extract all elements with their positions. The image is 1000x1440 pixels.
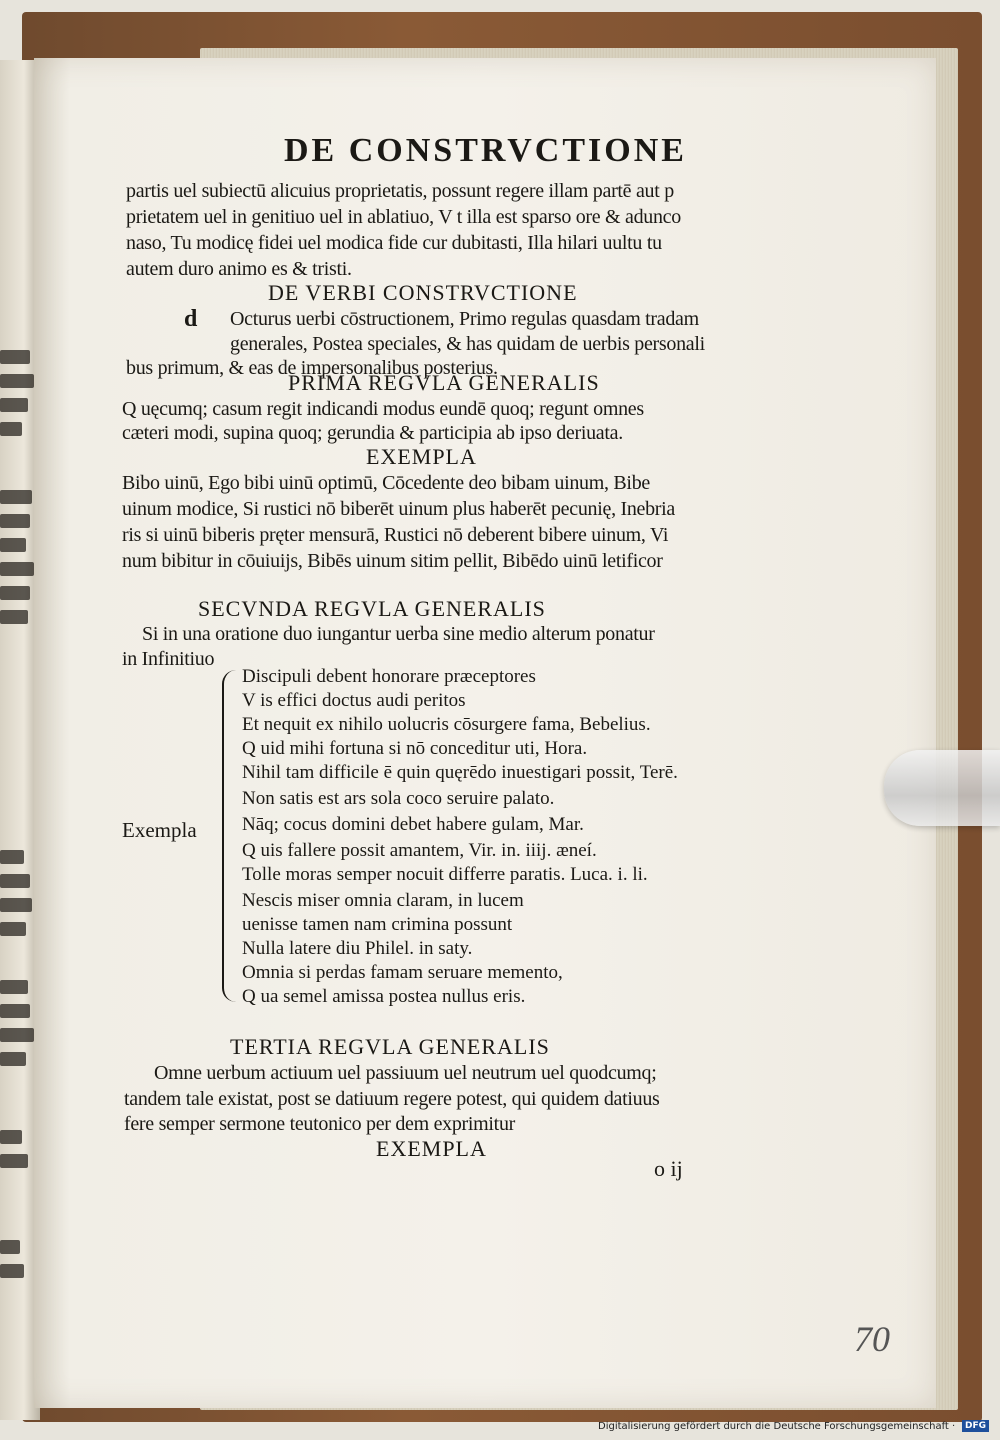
exempla1-line: num bibitur in cōuiuijs, Bibēs uinum sitim pellit, Bibēdo uinū letificor bbox=[122, 550, 663, 572]
intro-line: autem duro animo es & tristi. bbox=[126, 258, 352, 280]
rule3-title: TERTIA REGVLA GENERALIS bbox=[230, 1034, 550, 1059]
section-line: bus primum, & eas de impersonalibus posterius. bbox=[126, 357, 498, 379]
page-text bbox=[34, 58, 936, 1408]
intro-line: prietatem uel in genitiuo uel in ablatiuo, V t illa est sparso ore & adunco bbox=[126, 206, 681, 228]
exempla2-line: Discipuli debent honorare præceptores bbox=[242, 666, 536, 687]
drop-cap: d bbox=[184, 306, 198, 332]
exempla2-line: Nulla latere diu Philel. in saty. bbox=[242, 938, 473, 959]
intro-line: naso, Tu modicę fidei uel modica fide cur dubitasti, Illa hilari uultu tu bbox=[126, 232, 662, 254]
pencil-folio-number: 70 bbox=[854, 1319, 890, 1359]
book-page bbox=[34, 58, 936, 1408]
rule1-line: cæteri modi, supina quoq; gerundia & participia ab ipso deriuata. bbox=[122, 422, 623, 444]
rule3-line: tandem tale existat, post se datiuum regere potest, qui quidem datiuus bbox=[124, 1088, 660, 1110]
left-page-text-fragments bbox=[0, 350, 38, 1350]
exempla2-line: Tolle moras semper nocuit differre paratis. Luca. i. li. bbox=[242, 864, 648, 885]
exempla2-line: Non satis est ars sola coco seruire palato. bbox=[242, 788, 555, 809]
exempla-label: Exempla bbox=[122, 818, 197, 842]
section-line: Octurus uerbi cōstructionem, Primo regulas quasdam tradam bbox=[230, 308, 699, 330]
running-head: DE CONSTRVCTIONE bbox=[284, 132, 687, 169]
exempla2-line: V is effici doctus audi peritos bbox=[242, 690, 466, 711]
intro-line: partis uel subiectū alicuius proprietatis, possunt regere illam partē aut p bbox=[126, 180, 674, 202]
exempla-brace bbox=[222, 670, 238, 1002]
exempla1-line: ris si uinū biberis pręter mensurā, Rustici nō deberent bibere uinum, Vi bbox=[122, 524, 669, 546]
rule3-line: fere semper sermone teutonico per dem exprimitur bbox=[124, 1113, 516, 1135]
dfg-logo: DFG bbox=[962, 1420, 989, 1432]
signature-mark: o ij bbox=[654, 1156, 683, 1181]
section-title: DE VERBI CONSTRVCTIONE bbox=[268, 280, 578, 305]
exempla2-line: Et nequit ex nihilo uolucris cōsurgere fama, Bebelius. bbox=[242, 714, 651, 735]
exempla2-line: Q uis fallere possit amantem, Vir. in. iiij. æneí. bbox=[242, 840, 597, 861]
page-clip bbox=[884, 750, 1000, 826]
exempla1-title: EXEMPLA bbox=[366, 444, 477, 469]
exempla2-line: Nescis miser omnia claram, in lucem bbox=[242, 890, 524, 911]
exempla1-line: uinum modice, Si rustici nō biberēt uinum plus haberēt pecunię, Inebria bbox=[122, 498, 675, 520]
exempla2-line: Q uid mihi fortuna si nō conceditur uti, Hora. bbox=[242, 738, 588, 759]
exempla2-line: uenisse tamen nam crimina possunt bbox=[242, 914, 513, 935]
section-line: generales, Postea speciales, & has quidam de uerbis personali bbox=[230, 333, 705, 355]
exempla2-line: Nihil tam difficile ē quin quęrēdo inuestigari possit, Terē. bbox=[242, 762, 678, 783]
rule1-line: Q uęcumq; casum regit indicandi modus eundē quoq; regunt omnes bbox=[122, 398, 644, 420]
rule1-title: PRIMA REGVLA GENERALIS bbox=[288, 370, 600, 395]
rule2-title: SECVNDA REGVLA GENERALIS bbox=[198, 596, 546, 621]
exempla3-title: EXEMPLA bbox=[376, 1136, 487, 1161]
rule2-line: in Infinitiuo bbox=[122, 648, 215, 670]
exempla1-line: Bibo uinū, Ego bibi uinū optimū, Cōcedente deo bibam uinum, Bibe bbox=[122, 472, 650, 494]
exempla2-line: Nāq; cocus domini debet habere gulam, Mar. bbox=[242, 814, 584, 835]
exempla2-line: Q ua semel amissa postea nullus eris. bbox=[242, 986, 526, 1007]
rule3-line: Omne uerbum actiuum uel passiuum uel neutrum uel quodcumq; bbox=[154, 1062, 657, 1084]
rule2-line: Si in una oratione duo iungantur uerba sine medio alterum ponatur bbox=[142, 623, 655, 645]
exempla2-line: Omnia si perdas famam seruare memento, bbox=[242, 962, 563, 983]
footer-credit: Digitalisierung gefördert durch die Deutsche Forschungsgemeinschaft · bbox=[598, 1421, 956, 1432]
